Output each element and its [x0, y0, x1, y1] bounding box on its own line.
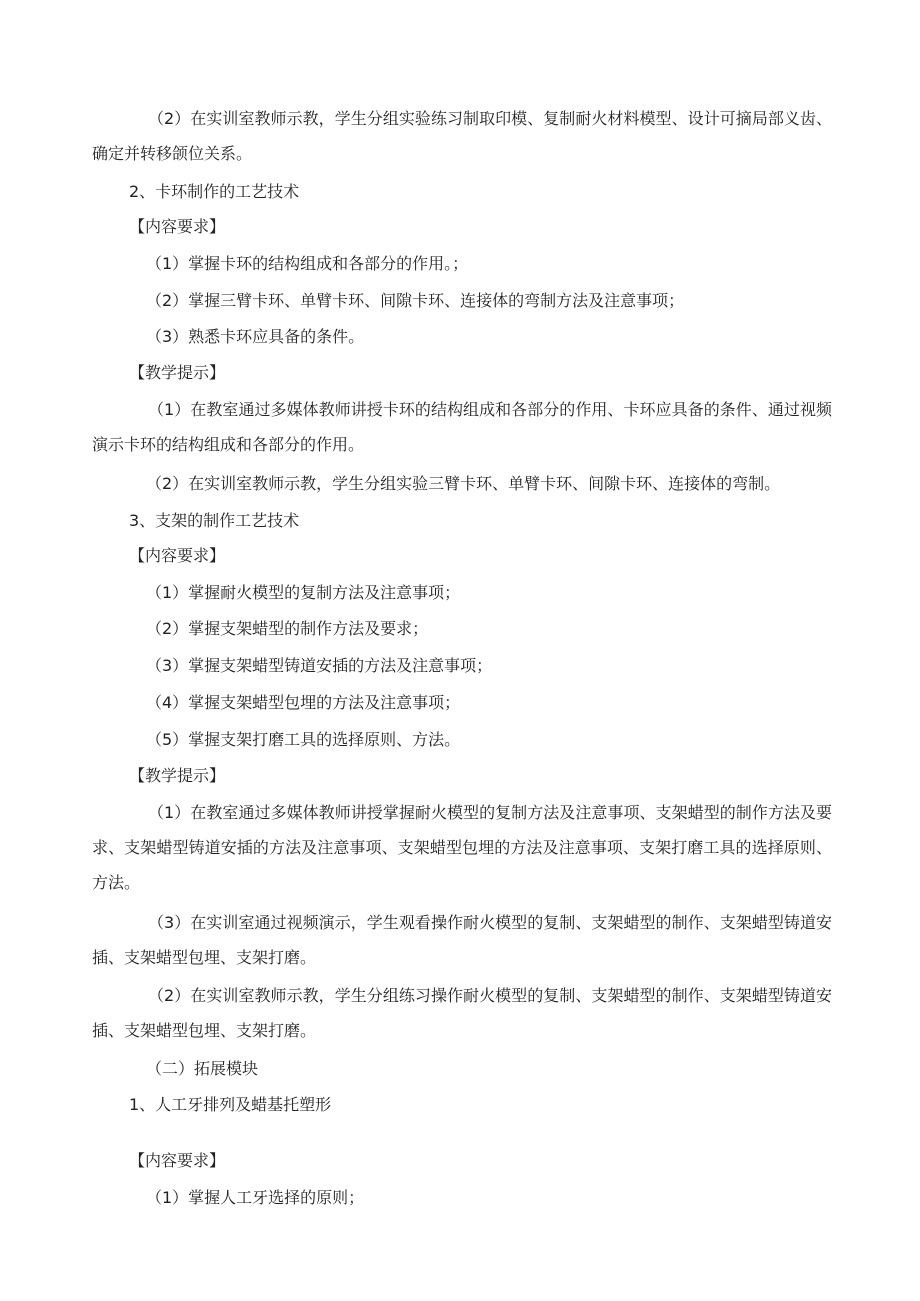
content-requirements-heading: 【内容要求】: [129, 546, 226, 565]
list-item: （1）掌握人工牙选择的原则；: [146, 1188, 365, 1207]
list-item: （2）掌握支架蜡型的制作方法及要求；: [146, 619, 429, 638]
paragraph-teaching-hint-3: （3）在实训室通过视频演示，学生观看操作耐火模型的复制、支架蜡型的制作、支架蜡型铸道安插、支架蜡型包埋、支架打磨。: [92, 913, 832, 967]
list-item: （1）掌握耐火模型的复制方法及注意事项；: [146, 583, 461, 602]
list-item: （4）掌握支架蜡型包埋的方法及注意事项；: [146, 693, 461, 712]
list-item: （2）在实训室教师示教，学生分组实验三臂卡环、单臂卡环、间隙卡环、连接体的弯制。: [146, 474, 781, 493]
list-item: （1）掌握卡环的结构组成和各部分的作用。；: [146, 254, 469, 273]
list-item: （3）熟悉卡环应具备的条件。: [146, 327, 365, 346]
section-heading-framework: 3、支架的制作工艺技术: [129, 511, 300, 530]
content-requirements-heading: 【内容要求】: [129, 1151, 226, 1170]
list-item: （2）掌握三臂卡环、单臂卡环、间隙卡环、连接体的弯制方法及注意事项；: [146, 291, 685, 310]
paragraph-teaching-hint-1: （1）在教室通过多媒体教师讲授掌握耐火模型的复制方法及注意事项、支架蜡型的制作方法及要求、支架蜡型铸道安插的方法及注意事项、支架蜡型包埋的方法及注意事项、支架打磨工具的选择原则、方法。: [92, 803, 832, 892]
teaching-hints-heading: 【教学提示】: [129, 363, 226, 382]
content-requirements-heading: 【内容要求】: [129, 217, 226, 236]
paragraph-teaching-hint-1: （1）在教室通过多媒体教师讲授卡环的结构组成和各部分的作用、卡环应具备的条件、通过视频演示卡环的结构组成和各部分的作用。: [92, 400, 832, 454]
paragraph-teaching-hint-2: （2）在实训室教师示教，学生分组练习操作耐火模型的复制、支架蜡型的制作、支架蜡型铸道安插、支架蜡型包埋、支架打磨。: [92, 986, 832, 1040]
paragraph-teaching-hint-2: （2）在实训室教师示教，学生分组实验练习制取印模、复制耐火材料模型、设计可摘局部义齿、确定并转移颌位关系。: [92, 109, 832, 163]
section-heading-clasp: 2、卡环制作的工艺技术: [129, 182, 300, 201]
list-item: （5）掌握支架打磨工具的选择原则、方法。: [146, 730, 461, 749]
list-item: （3）掌握支架蜡型铸道安插的方法及注意事项；: [146, 656, 493, 675]
section-heading-artificial-teeth: 1、人工牙排列及蜡基托塑形: [129, 1095, 332, 1114]
module-heading-extension: （二）拓展模块: [146, 1059, 259, 1078]
teaching-hints-heading: 【教学提示】: [129, 766, 226, 785]
